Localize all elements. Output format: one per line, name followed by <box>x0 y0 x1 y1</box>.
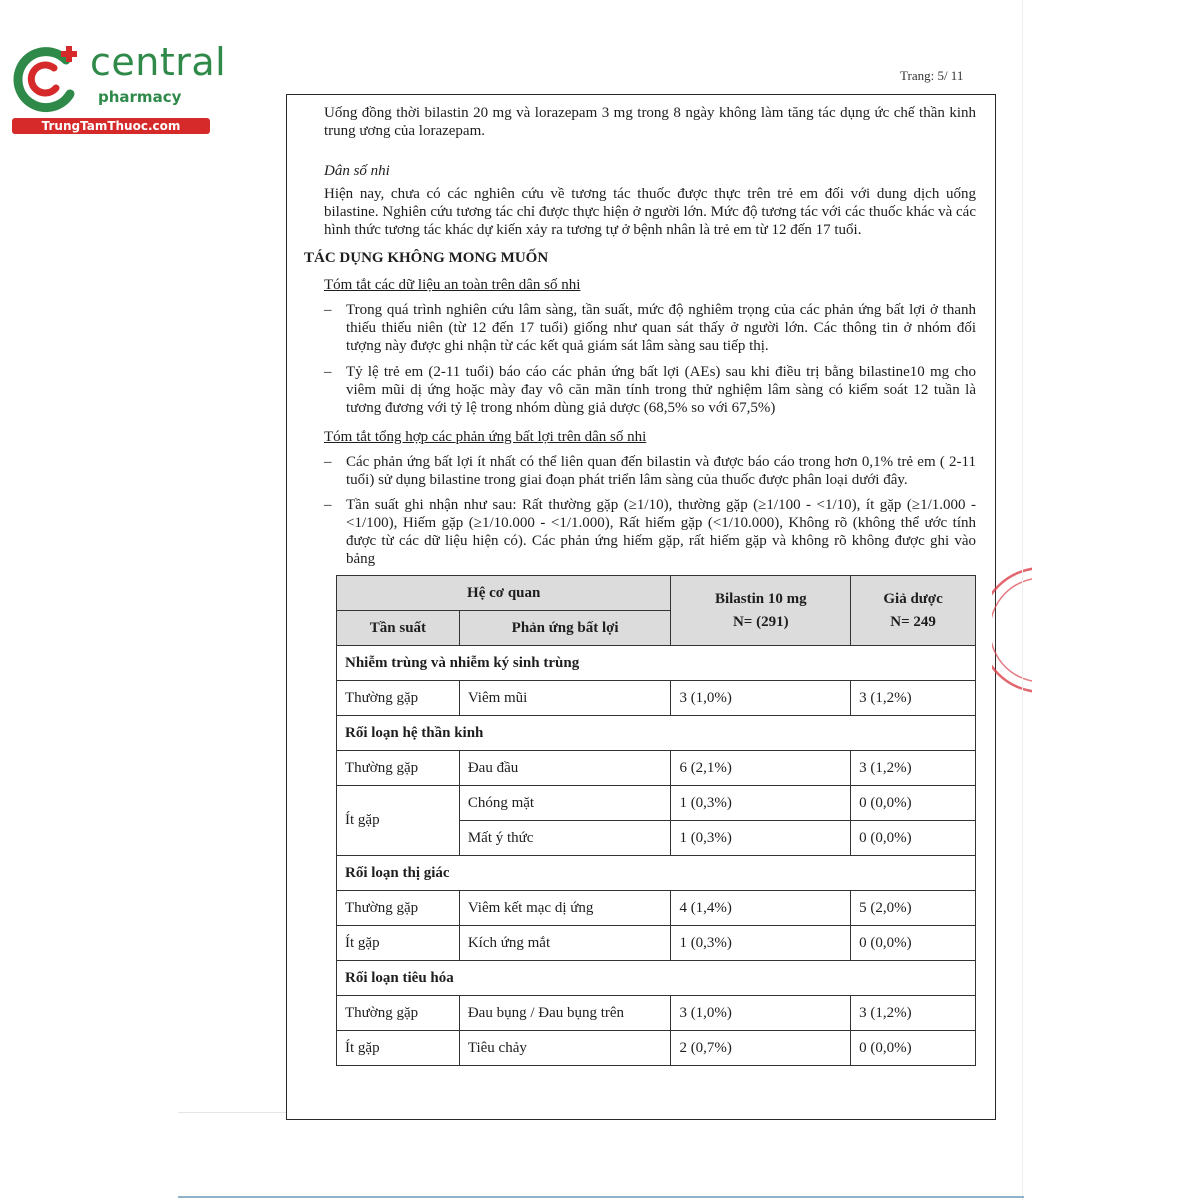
cell-frequency: Ít gặp <box>337 1031 460 1066</box>
cell-reaction: Tiêu chảy <box>459 1031 671 1066</box>
bullet-dash: – <box>324 302 332 318</box>
summary-heading: Tóm tắt tổng hợp các phản ứng bất lợi trên dân số nhi <box>324 429 647 445</box>
cell-frequency: Thường gặp <box>337 996 460 1031</box>
safety-bullet <box>324 301 976 355</box>
cell-placebo: 0 (0,0%) <box>851 926 976 961</box>
bullet-text: Tần suất ghi nhận như sau: Rất thường gặp (≥1/10), thường gặp (≥1/100 - <1/10), ít gặp (≥1/1.000 - <1/100), Hiếm gặp (≥1/10.000 - <1/1.000), Rất hiếm gặp (<1/10.000), Không rõ (không thể ước tính được từ các dữ liệu hiện có). Các phản ứng hiếm gặp, rất hiếm gặp và không rõ không được ghi vào bảng <box>346 497 976 567</box>
table-row <box>337 681 976 716</box>
header-placebo-n: N= 249 <box>890 613 936 630</box>
cell-reaction: Viêm kết mạc dị ứng <box>459 891 671 926</box>
bullet-text: Trong quá trình nghiên cứu lâm sàng, tần suất, mức độ nghiêm trọng của các phản ứng bất lợi ở thanh thiếu thiếu niên (từ 12 đến 17 tuổi) giống như quan sát thấy ở người lớn. Các thông tin ở nhóm đối tượng này được ghi nhận từ các kết quả giám sát lâm sàng sau tiếp thị. <box>346 302 976 354</box>
cell-drug: 2 (0,7%) <box>671 1031 851 1066</box>
cell-reaction: Kích ứng mắt <box>459 926 671 961</box>
bottom-rule <box>178 1196 1024 1198</box>
table-row <box>337 891 976 926</box>
cell-drug: 1 (0,3%) <box>671 821 851 856</box>
adverse-reactions-table <box>336 575 976 1066</box>
central-pharmacy-logo <box>10 38 227 138</box>
header-organ-system: Hệ cơ quan <box>337 576 671 611</box>
cell-reaction: Đau bụng / Đau bụng trên <box>459 996 671 1031</box>
cell-frequency: Thường gặp <box>337 751 460 786</box>
cell-drug: 1 (0,3%) <box>671 786 851 821</box>
cell-placebo: 3 (1,2%) <box>851 751 976 786</box>
cell-reaction: Chóng mặt <box>459 786 671 821</box>
header-drug-name: Bilastin 10 mg <box>714 590 807 607</box>
cell-frequency: Ít gặp <box>337 786 460 856</box>
table-row <box>337 1031 976 1066</box>
intro-paragraph: Uống đồng thời bilastin 20 mg và lorazepam 3 mg trong 8 ngày không làm tăng tác dụng ức chế thần kinh trung ương của lorazepam. <box>324 105 976 139</box>
header-drug <box>671 576 851 646</box>
safety-bullet <box>324 363 976 417</box>
table-row <box>337 926 976 961</box>
bullet-dash: – <box>324 497 332 513</box>
cell-drug: 3 (1,0%) <box>671 996 851 1031</box>
scan-right-edge <box>1022 0 1023 1200</box>
bullet-text: Các phản ứng bất lợi ít nhất có thể liên quan đến bilastin và được báo cáo trong hơn 0,1% trẻ em ( 2-11 tuổi) sử dụng bilastine trong giai đoạn phát triển lâm sàng của thuốc được phân loại dưới đây. <box>346 454 976 488</box>
cell-placebo: 3 (1,2%) <box>851 996 976 1031</box>
section-row: Rối loạn tiêu hóa <box>337 961 976 996</box>
cell-drug: 1 (0,3%) <box>671 926 851 961</box>
header-reaction: Phản ứng bất lợi <box>459 611 671 646</box>
cell-placebo: 0 (0,0%) <box>851 821 976 856</box>
cell-drug: 4 (1,4%) <box>671 891 851 926</box>
table-row <box>337 996 976 1031</box>
cell-reaction: Mất ý thức <box>459 821 671 856</box>
table-row <box>337 751 976 786</box>
cell-reaction: Đau đầu <box>459 751 671 786</box>
logo-banner[interactable]: TrungTamThuoc.com <box>12 118 210 134</box>
header-drug-n: N= (291) <box>732 613 789 630</box>
cell-drug: 6 (2,1%) <box>671 751 851 786</box>
header-placebo <box>851 576 976 646</box>
summary-bullet <box>324 453 976 489</box>
section-row: Rối loạn thị giác <box>337 856 976 891</box>
header-frequency: Tần suất <box>337 611 460 646</box>
header-placebo-name: Giả dược <box>883 590 943 607</box>
cell-placebo: 0 (0,0%) <box>851 1031 976 1066</box>
cell-placebo: 5 (2,0%) <box>851 891 976 926</box>
cell-frequency: Ít gặp <box>337 926 460 961</box>
page-number: Trang: 5/ 11 <box>900 68 964 83</box>
bullet-text: Tỷ lệ trẻ em (2-11 tuổi) báo cáo các phản ứng bất lợi (AEs) sau khi điều trị bằng bilastine10 mg cho viêm mũi dị ứng hoặc mày đay vô căn mãn tính trong thử nghiệm lâm sàng có kiểm soát 12 tuần là tương đương với tỷ lệ trong nhóm dùng giả dược (68,5% so với 67,5%) <box>346 364 976 416</box>
stamp-mark <box>992 555 1032 705</box>
cell-placebo: 3 (1,2%) <box>851 681 976 716</box>
section-row: Nhiễm trùng và nhiễm ký sinh trùng <box>337 646 976 681</box>
cell-frequency: Thường gặp <box>337 681 460 716</box>
pediatric-paragraph: Hiện nay, chưa có các nghiên cứu về tương tác thuốc được thực trên trẻ em đối với dung dịch uống bilastine. Nghiên cứu tương tác chỉ được thực hiện ở người lớn. Mức độ tương tác với các thuốc khác và các hình thức tương tác khác dự kiến xảy ra tương tự ở bệnh nhân là trẻ em từ 12 đến 17 tuổi. <box>324 186 976 238</box>
bullet-dash: – <box>324 364 332 380</box>
bullet-dash: – <box>324 454 332 470</box>
scan-edge-line <box>178 1112 286 1113</box>
section-row: Rối loạn hệ thần kinh <box>337 716 976 751</box>
summary-bullet <box>324 496 976 568</box>
cell-reaction: Viêm mũi <box>459 681 671 716</box>
pediatric-heading: Dân số nhi <box>324 163 390 179</box>
cell-drug: 3 (1,0%) <box>671 681 851 716</box>
table-row <box>337 786 976 821</box>
logo-sub: pharmacy <box>98 88 182 106</box>
safety-heading: Tóm tắt các dữ liệu an toàn trên dân số nhi <box>324 277 581 293</box>
cell-placebo: 0 (0,0%) <box>851 786 976 821</box>
central-pharmacy-logo-icon <box>10 38 90 118</box>
cell-frequency: Thường gặp <box>337 891 460 926</box>
logo-brand: central <box>90 40 227 84</box>
section-title: TÁC DỤNG KHÔNG MONG MUỐN <box>304 250 549 266</box>
